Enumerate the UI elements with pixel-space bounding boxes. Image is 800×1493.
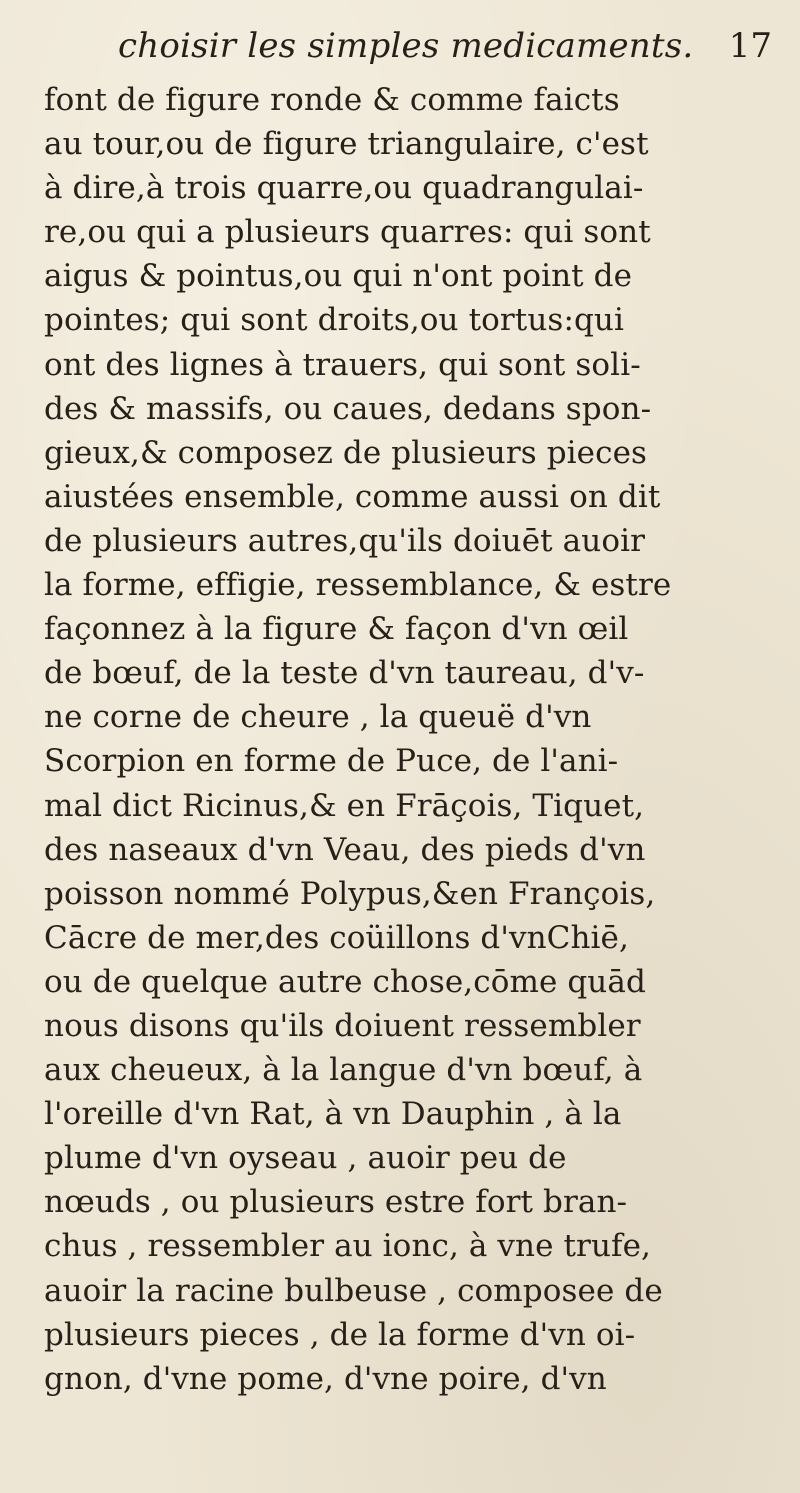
text-line: Cācre de mer,des coüillons d'vnChiē, [44,919,629,956]
text-line: chus , ressembler au ionc, à vne trufe, [44,1228,652,1265]
text-line: nous disons qu'ils doiuent ressembler [44,1007,641,1044]
text-line: la forme, effigie, ressemblance, & estre [44,567,672,604]
text-line: aigus & pointus,ou qui n'ont point de [44,258,633,295]
text-line: pointes; qui sont droits,ou tortus:qui [44,302,625,339]
text-line: re,ou qui a plusieurs quarres: qui sont [44,214,651,251]
text-line: plusieurs pieces , de la forme d'vn oi- [44,1316,636,1353]
text-line: ou de quelque autre chose,cōme quād [44,963,646,1000]
page-number: 17 [728,26,772,66]
text-line: nœuds , ou plusieurs estre fort bran- [44,1184,628,1221]
text-line: gieux,& composez de plusieurs pieces [44,434,648,471]
text-line: ne corne de cheure , la queuë d'vn [44,699,592,736]
body-text [44,78,786,1401]
text-line: poisson nommé Polypus,&en François, [44,875,656,912]
text-line: plume d'vn oyseau , auoir peu de [44,1140,567,1177]
text-line: de plusieurs autres,qu'ils doiuēt auoir [44,522,646,559]
text-line: des & massifs, ou caues, dedans spon- [44,390,652,427]
text-line: font de figure ronde & comme faicts [44,82,620,118]
text-line: au tour,ou de figure triangulaire, c'est [44,126,649,163]
text-line: Scorpion en forme de Puce, de l'ani- [44,743,619,780]
text-line: aux cheueux, à la langue d'vn bœuf, à [44,1052,643,1089]
text-line: façonnez à la figure & façon d'vn œil [44,611,629,648]
text-line: aiustées ensemble, comme aussi on dit [44,478,661,515]
text-line: de bœuf, de la teste d'vn taureau, d'v- [44,655,645,692]
text-line: à dire,à trois quarre,ou quadrangulai- [44,170,644,207]
text-line: mal dict Ricinus,& en Frāçois, Tiquet, [44,787,645,824]
text-line: auoir la racine bulbeuse , composee de [44,1272,663,1309]
text-line: ont des lignes à trauers, qui sont soli- [44,346,641,383]
text-line: des naseaux d'vn Veau, des pieds d'vn [44,831,646,868]
text-line: gnon, d'vne pome, d'vne poire, d'vn [44,1360,607,1397]
running-head: choisir les simples medicaments. [118,26,694,66]
text-line: l'oreille d'vn Rat, à vn Dauphin , à la [44,1096,622,1133]
